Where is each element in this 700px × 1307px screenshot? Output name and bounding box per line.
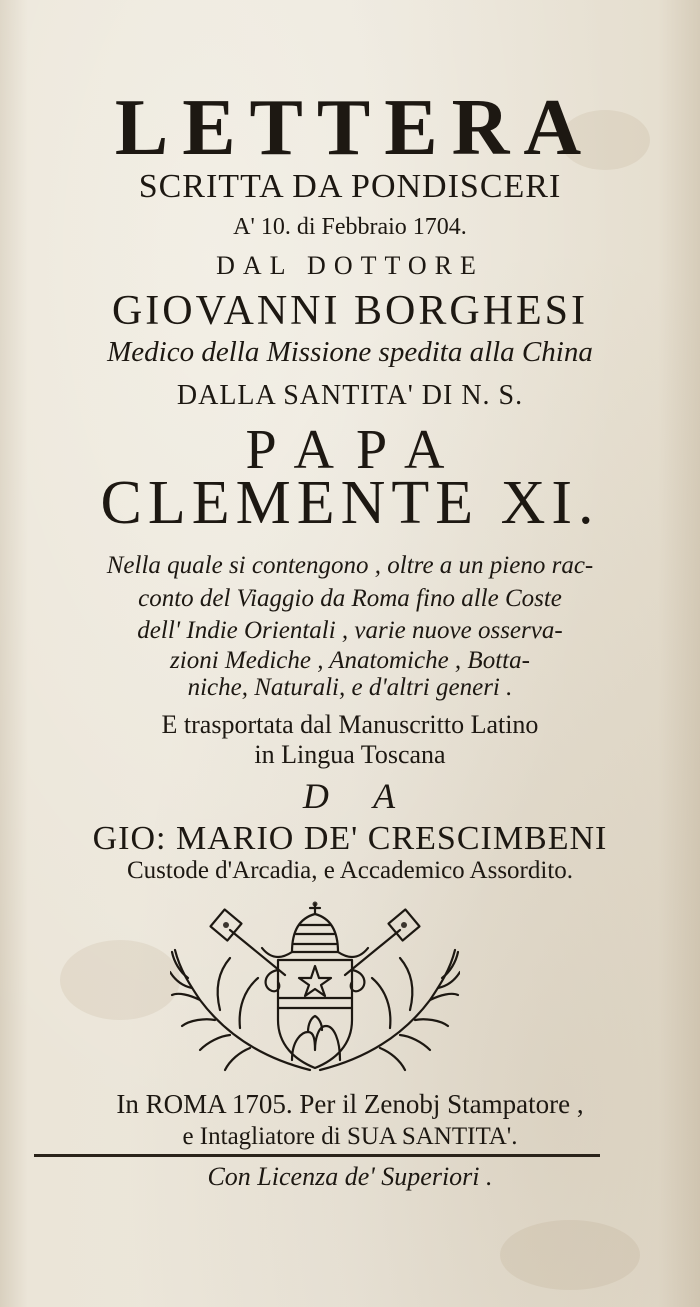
licence-line: Con Licenza de' Superiori .: [207, 1162, 493, 1191]
pope-title: PAPA: [245, 419, 467, 481]
translation-note-line: in Lingua Toscana: [254, 740, 446, 769]
letter-date: A' 10. di Febbraio 1704.: [233, 214, 467, 240]
da-line: D A: [302, 776, 414, 816]
translator-name: GIO: MARIO DE' CRESCIMBENI: [92, 820, 608, 857]
book-title: LETTERA: [114, 84, 596, 172]
description-line: Nella quale si contengono , oltre a un pieno rac-: [106, 552, 594, 579]
description-line: dell' Indie Orientali , varie nuove osserva-: [137, 617, 563, 644]
description-line: zioni Mediche , Anatomiche , Botta-: [170, 647, 530, 674]
by-line: DAL DOTTORE: [216, 251, 484, 280]
imprint-line: e Intagliatore di SUA SANTITA'.: [182, 1123, 518, 1150]
author-role: Medico della Missione spedita alla China: [107, 336, 593, 368]
sent-by-line: DALLA SANTITA' DI N. S.: [176, 380, 524, 411]
description-line: niche, Naturali, e d'altri generi .: [187, 674, 513, 701]
translation-note-line: E trasportata dal Manuscritto Latino: [161, 710, 539, 739]
pope-name: CLEMENTE XI.: [100, 469, 600, 537]
paper-stain: [500, 1220, 640, 1290]
papal-coat-of-arms-icon: [170, 900, 460, 1085]
paper-stain: [60, 940, 180, 1020]
book-subtitle: SCRITTA DA PONDISCERI: [138, 168, 562, 205]
author-name: GIOVANNI BORGHESI: [111, 288, 589, 334]
description-line: conto del Viaggio da Roma fino alle Coste: [138, 585, 562, 612]
imprint-line: In ROMA 1705. Per il Zenobj Stampatore ,: [116, 1089, 584, 1119]
translator-title: Custode d'Arcadia, e Accademico Assordito.: [126, 857, 574, 884]
horizontal-rule: [34, 1154, 600, 1157]
